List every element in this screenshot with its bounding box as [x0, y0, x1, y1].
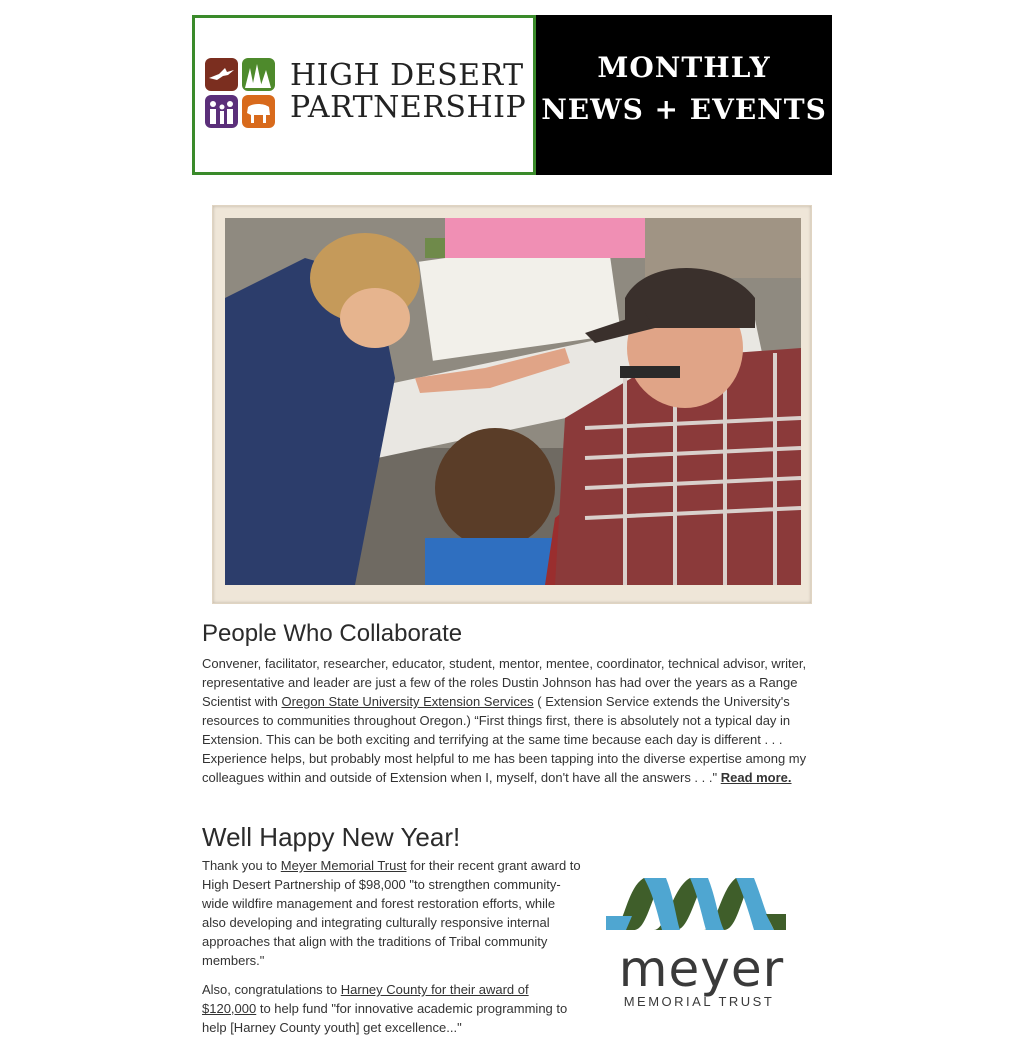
read-more-link[interactable]: Read more.	[720, 770, 792, 785]
brand-name	[290, 60, 526, 124]
family-icon	[205, 95, 238, 128]
article-paragraph	[202, 980, 582, 1037]
osu-extension-link[interactable]: Oregon State University Extension Services	[281, 694, 534, 709]
newsletter-header	[192, 15, 832, 175]
article-text: to help fund "for innovative academic programming to help [Harney County youth] get excellence..."	[202, 1001, 568, 1035]
banner-line1: MONTHLY	[597, 51, 771, 84]
article-title-collaborate: People Who Collaborate	[202, 620, 463, 647]
featured-photo-frame	[212, 205, 812, 604]
harney-county-link[interactable]: Harney County for their award of $120,000	[202, 982, 529, 1016]
article-title-new-year: Well Happy New Year!	[202, 822, 461, 852]
article-text: Convener, facilitator, researcher, educator, student, mentor, mentee, coordinator, technical advisor, writer, representative and leader are just a few of the roles Dustin Johnson has had over the years as a Range Scientist with	[202, 656, 807, 709]
meyer-wave-icon	[604, 868, 800, 940]
hdp-logo[interactable]	[192, 15, 536, 175]
meyer-memorial-trust-logo[interactable]	[604, 868, 800, 1018]
meyer-memorial-trust-link[interactable]: Meyer Memorial Trust	[280, 858, 407, 873]
banner-line2: NEWS + EVENTS	[541, 93, 827, 126]
monthly-banner	[536, 15, 832, 175]
bird-icon	[205, 58, 238, 91]
article-text: ( Extension Service extends the University's resources to communities throughout Oregon.) “First things first, there is absolutely not a typical day in Extension. This can be both exciting and terrifying at the same time because each day is different . . . Experience helps, but probably most helpful to me has been tapping into the diverse expertise among my colleagues within and outside of Extension when I, myself, don't have all the answers . . ."	[202, 694, 807, 785]
meyer-wordmark: meyer	[618, 940, 785, 998]
meyer-subtitle: MEMORIAL TRUST	[623, 994, 775, 1009]
article-text: for their recent grant award to High Desert Partnership of $98,000 "to strengthen community-wide wildfire management and forest restoration efforts, while also developing and integrating culturally responsive internal approaches that align with the traditions of Tribal community members."	[202, 858, 581, 968]
article-paragraph	[202, 856, 582, 970]
brand-line2: PARTNERSHIP	[290, 90, 527, 125]
cow-icon	[242, 95, 275, 128]
trees-icon	[242, 58, 275, 91]
article-body-new-year	[202, 856, 582, 1047]
brand-line1: HIGH DESERT	[290, 58, 524, 93]
logo-tiles	[205, 58, 277, 130]
article-body-collaborate	[202, 654, 822, 787]
article-text: Thank you to	[202, 858, 281, 873]
article-text: Also, congratulations to	[202, 982, 341, 997]
featured-photo[interactable]	[225, 218, 801, 585]
